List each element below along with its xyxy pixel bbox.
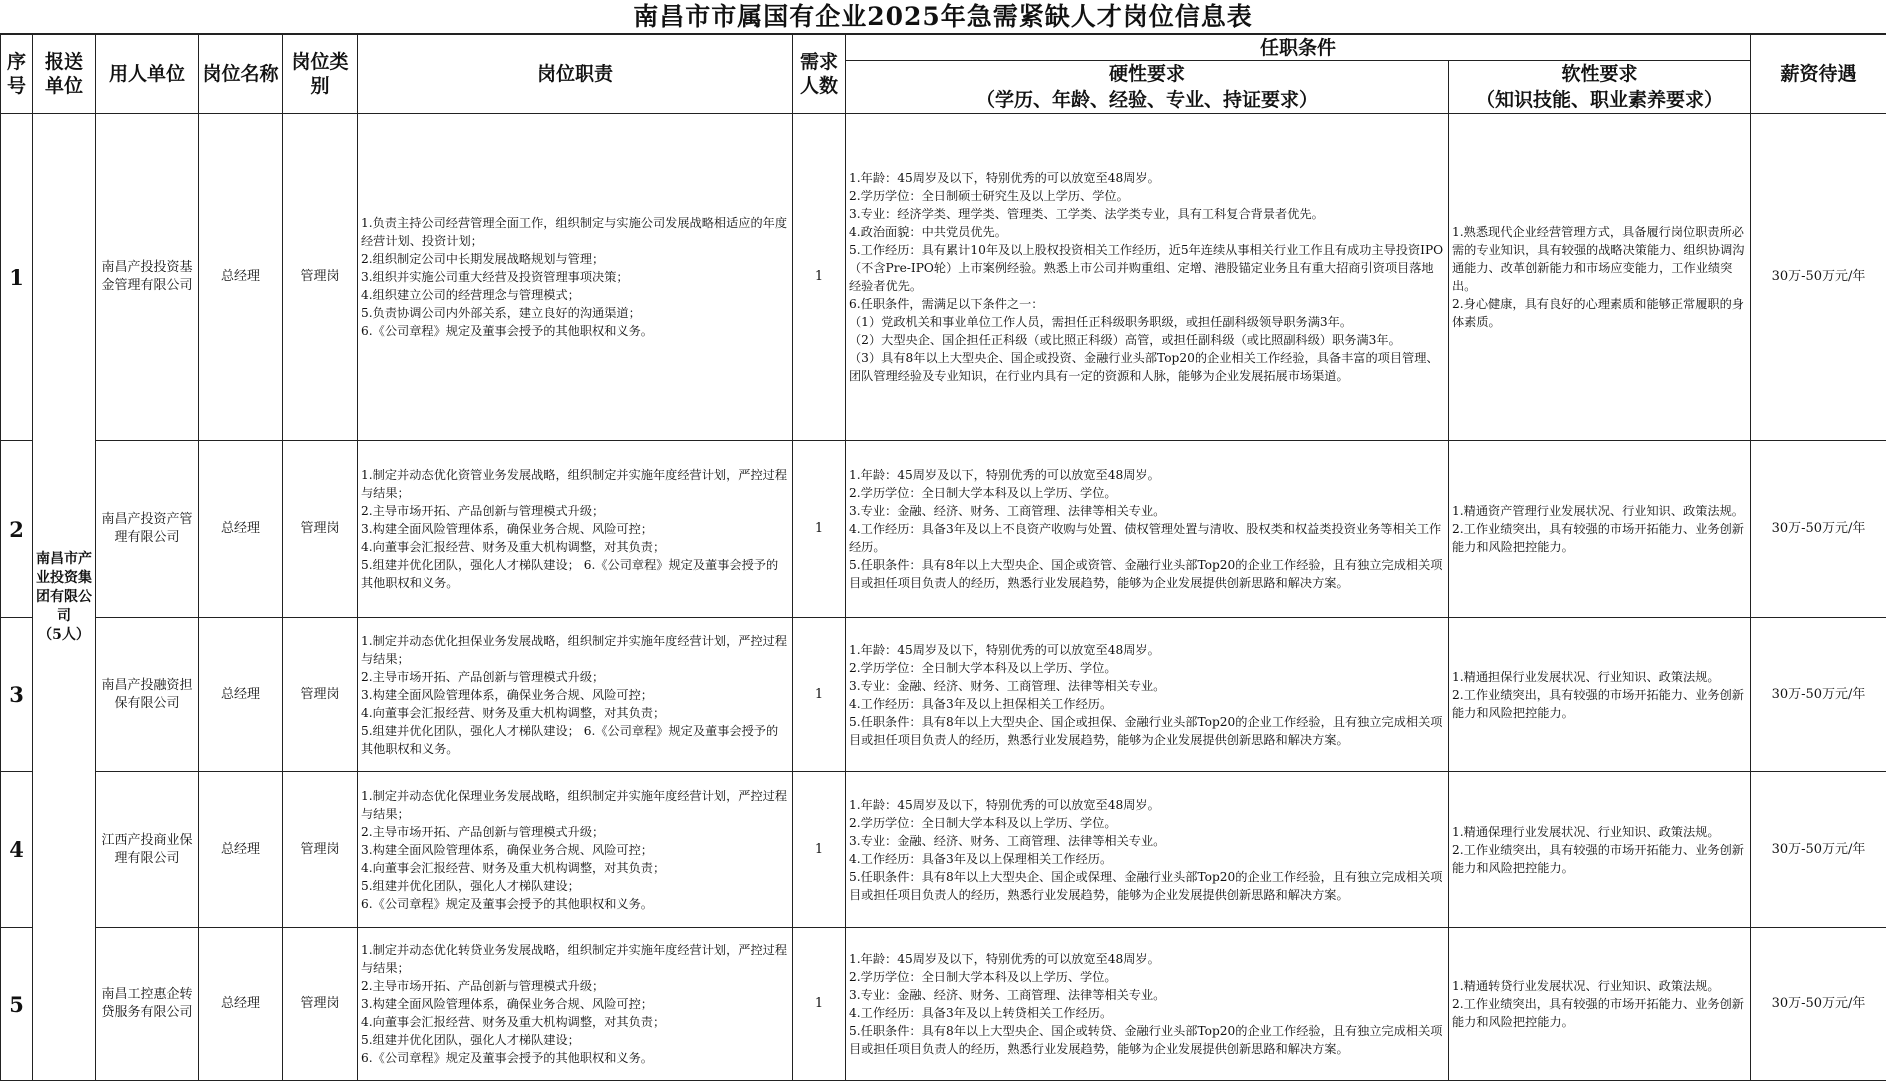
header-qualifications: 任职条件: [846, 35, 1751, 61]
row-hard-req: 1.年龄：45周岁及以下，特别优秀的可以放宽至48周岁。 2.学历学位：全日制大学本科及以上学历、学位。 3.专业：金融、经济、财务、工商管理、法律等相关专业。 4.工作经历：具备3年及以上保理相关工作经历。 5.任职条件：具有8年以上大型央企、国企或保理、金融行业头部Top20的企业工作经验，且有独立完成相关项目或担任项目负责人的经历，熟悉行业发展趋势，能够为企业发展提供创新思路和解决方案。: [846, 772, 1449, 928]
header-employer: 用人单位: [96, 35, 199, 114]
header-soft-req-note: （知识技能、职业素养要求）: [1452, 87, 1747, 113]
row-position-type: 管理岗: [283, 618, 358, 772]
row-position-name: 总经理: [199, 928, 283, 1081]
header-headcount: 需求人数: [793, 35, 846, 114]
row-employer: 南昌产投资产管理有限公司: [96, 441, 199, 618]
header-hard-req-note: （学历、年龄、经验、专业、持证要求）: [849, 87, 1445, 113]
header-soft-req-title: 软性要求: [1452, 61, 1747, 87]
row-soft-req: 1.熟悉现代企业经营管理方式，具备履行岗位职责所必需的专业知识，具有较强的战略决策能力、组织协调沟通能力、改革创新能力和市场应变能力，工作业绩突出。 2.身心健康，具有良好的心理素质和能够正常履职的身体素质。: [1449, 114, 1751, 441]
row-duties: 1.制定并动态优化保理业务发展战略，组织制定并实施年度经营计划，严控过程与结果； 2.主导市场开拓、产品创新与管理模式升级； 3.构建全面风险管理体系，确保业务合规、风险可控； 4.向董事会汇报经营、财务及重大机构调整，对其负责； 5.组建并优化团队，强化人才梯队建设； 6.《公司章程》规定及董事会授予的其他职权和义务。: [358, 772, 793, 928]
header-salary: 薪资待遇: [1751, 35, 1886, 114]
positions-table: [0, 34, 1886, 1081]
row-headcount: 1: [793, 441, 846, 618]
row-soft-req: 1.精通资产管理行业发展状况、行业知识、政策法规。 2.工作业绩突出，具有较强的市场开拓能力、业务创新能力和风险把控能力。: [1449, 441, 1751, 618]
header-row: [1, 35, 1886, 61]
row-position-type: 管理岗: [283, 441, 358, 618]
row-salary: 30万-50万元/年: [1751, 618, 1886, 772]
row-position-name: 总经理: [199, 114, 283, 441]
row-seq: 1: [1, 114, 33, 441]
row-employer: 南昌产投融资担保有限公司: [96, 618, 199, 772]
row-duties: 1.制定并动态优化资管业务发展战略，组织制定并实施年度经营计划，严控过程与结果； 2.主导市场开拓、产品创新与管理模式升级； 3.构建全面风险管理体系，确保业务合规、风险可控； 4.向董事会汇报经营、财务及重大机构调整，对其负责； 5.组建并优化团队，强化人才梯队建设； 6.《公司章程》规定及董事会授予的其他职权和义务。: [358, 441, 793, 618]
row-salary: 30万-50万元/年: [1751, 441, 1886, 618]
row-employer: 江西产投商业保理有限公司: [96, 772, 199, 928]
table-row: [1, 618, 1886, 772]
row-soft-req: 1.精通转贷行业发展状况、行业知识、政策法规。 2.工作业绩突出，具有较强的市场开拓能力、业务创新能力和风险把控能力。: [1449, 928, 1751, 1081]
row-salary: 30万-50万元/年: [1751, 928, 1886, 1081]
row-headcount: 1: [793, 772, 846, 928]
row-employer: 南昌产投投资基金管理有限公司: [96, 114, 199, 441]
header-recommender: 报送单位: [33, 35, 96, 114]
header-position-name: 岗位名称: [199, 35, 283, 114]
row-salary: 30万-50万元/年: [1751, 114, 1886, 441]
row-headcount: 1: [793, 928, 846, 1081]
header-duties: 岗位职责: [358, 35, 793, 114]
header-seq: 序号: [1, 35, 33, 114]
row-hard-req: 1.年龄：45周岁及以下，特别优秀的可以放宽至48周岁。 2.学历学位：全日制硕士研究生及以上学历、学位。 3.专业：经济学类、理学类、管理类、工学类、法学类专业，具有工科复合背景者优先。 4.政治面貌：中共党员优先。 5.工作经历：具有累计10年及以上股权投资相关工作经历，近5年连续从事相关行业工作且有成功主导投资IPO（不含Pre-IPO轮）上市案例经验。熟悉上市公司并购重组、定增、港股锚定业务且有重大招商引资项目落地经验者优先。 6.任职条件，需满足以下条件之一： （1）党政机关和事业单位工作人员，需担任正科级职务职级，或担任副科级领导职务满3年。 （2）大型央企、国企担任正科级（或比照正科级）高管，或担任副科级（或比照副科级）职务满3年。 （3）具有8年以上大型央企、国企或投资、金融行业头部Top20的企业相关工作经验，具备丰富的项目管理、团队管理经验及专业知识，在行业内具有一定的资源和人脉，能够为企业发展拓展市场渠道。: [846, 114, 1449, 441]
row-position-name: 总经理: [199, 618, 283, 772]
row-employer: 南昌工控惠企转贷服务有限公司: [96, 928, 199, 1081]
header-position-type: 岗位类别: [283, 35, 358, 114]
row-hard-req: 1.年龄：45周岁及以下，特别优秀的可以放宽至48周岁。 2.学历学位：全日制大学本科及以上学历、学位。 3.专业：金融、经济、财务、工商管理、法律等相关专业。 4.工作经历：具备3年及以上不良资产收购与处置、债权管理处置与清收、股权类和权益类投资业务等相关工作经历。 5.任职条件：具有8年以上大型央企、国企或资管、金融行业头部Top20的企业工作经验，且有独立完成相关项目或担任项目负责人的经历，熟悉行业发展趋势，能够为企业发展提供创新思路和解决方案。: [846, 441, 1449, 618]
row-position-name: 总经理: [199, 772, 283, 928]
table-title: 南昌市市属国有企业2025年急需紧缺人才岗位信息表: [0, 0, 1886, 34]
header-hard-req: [846, 61, 1449, 114]
row-duties: 1.制定并动态优化转贷业务发展战略，组织制定并实施年度经营计划，严控过程与结果； 2.主导市场开拓、产品创新与管理模式升级； 3.构建全面风险管理体系，确保业务合规、风险可控； 4.向董事会汇报经营、财务及重大机构调整，对其负责； 5.组建并优化团队，强化人才梯队建设； 6.《公司章程》规定及董事会授予的其他职权和义务。: [358, 928, 793, 1081]
row-seq: 3: [1, 618, 33, 772]
row-salary: 30万-50万元/年: [1751, 772, 1886, 928]
row-position-type: 管理岗: [283, 772, 358, 928]
row-headcount: 1: [793, 618, 846, 772]
row-soft-req: 1.精通担保行业发展状况、行业知识、政策法规。 2.工作业绩突出，具有较强的市场开拓能力、业务创新能力和风险把控能力。: [1449, 618, 1751, 772]
row-hard-req: 1.年龄：45周岁及以下，特别优秀的可以放宽至48周岁。 2.学历学位：全日制大学本科及以上学历、学位。 3.专业：金融、经济、财务、工商管理、法律等相关专业。 4.工作经历：具备3年及以上转贷相关工作经历。 5.任职条件：具有8年以上大型央企、国企或转贷、金融行业头部Top20的企业工作经验，且有独立完成相关项目或担任项目负责人的经历，熟悉行业发展趋势，能够为企业发展提供创新思路和解决方案。: [846, 928, 1449, 1081]
row-seq: 2: [1, 441, 33, 618]
table-row: [1, 928, 1886, 1081]
row-duties: 1.负责主持公司经营管理全面工作，组织制定与实施公司发展战略相适应的年度经营计划、投资计划； 2.组织制定公司中长期发展战略规划与管理； 3.组织并实施公司重大经营及投资管理事项决策； 4.组织建立公司的经营理念与管理模式； 5.负责协调公司内外部关系，建立良好的沟通渠道； 6.《公司章程》规定及董事会授予的其他职权和义务。: [358, 114, 793, 441]
recommender-unit: 南昌市产业投资集团有限公司 （5人）: [33, 114, 96, 1081]
row-headcount: 1: [793, 114, 846, 441]
row-hard-req: 1.年龄：45周岁及以下，特别优秀的可以放宽至48周岁。 2.学历学位：全日制大学本科及以上学历、学位。 3.专业：金融、经济、财务、工商管理、法律等相关专业。 4.工作经历：具备3年及以上担保相关工作经历。 5.任职条件：具有8年以上大型央企、国企或担保、金融行业头部Top20的企业工作经验，且有独立完成相关项目或担任项目负责人的经历，熟悉行业发展趋势，能够为企业发展提供创新思路和解决方案。: [846, 618, 1449, 772]
row-duties: 1.制定并动态优化担保业务发展战略，组织制定并实施年度经营计划，严控过程与结果； 2.主导市场开拓、产品创新与管理模式升级； 3.构建全面风险管理体系，确保业务合规、风险可控； 4.向董事会汇报经营、财务及重大机构调整，对其负责； 5.组建并优化团队，强化人才梯队建设； 6.《公司章程》规定及董事会授予的其他职权和义务。: [358, 618, 793, 772]
row-position-name: 总经理: [199, 441, 283, 618]
row-seq: 4: [1, 772, 33, 928]
header-soft-req: [1449, 61, 1751, 114]
row-seq: 5: [1, 928, 33, 1081]
row-soft-req: 1.精通保理行业发展状况、行业知识、政策法规。 2.工作业绩突出，具有较强的市场开拓能力、业务创新能力和风险把控能力。: [1449, 772, 1751, 928]
table-row: [1, 114, 1886, 441]
table-row: [1, 441, 1886, 618]
row-position-type: 管理岗: [283, 928, 358, 1081]
table-row: [1, 772, 1886, 928]
header-hard-req-title: 硬性要求: [849, 61, 1445, 87]
row-position-type: 管理岗: [283, 114, 358, 441]
